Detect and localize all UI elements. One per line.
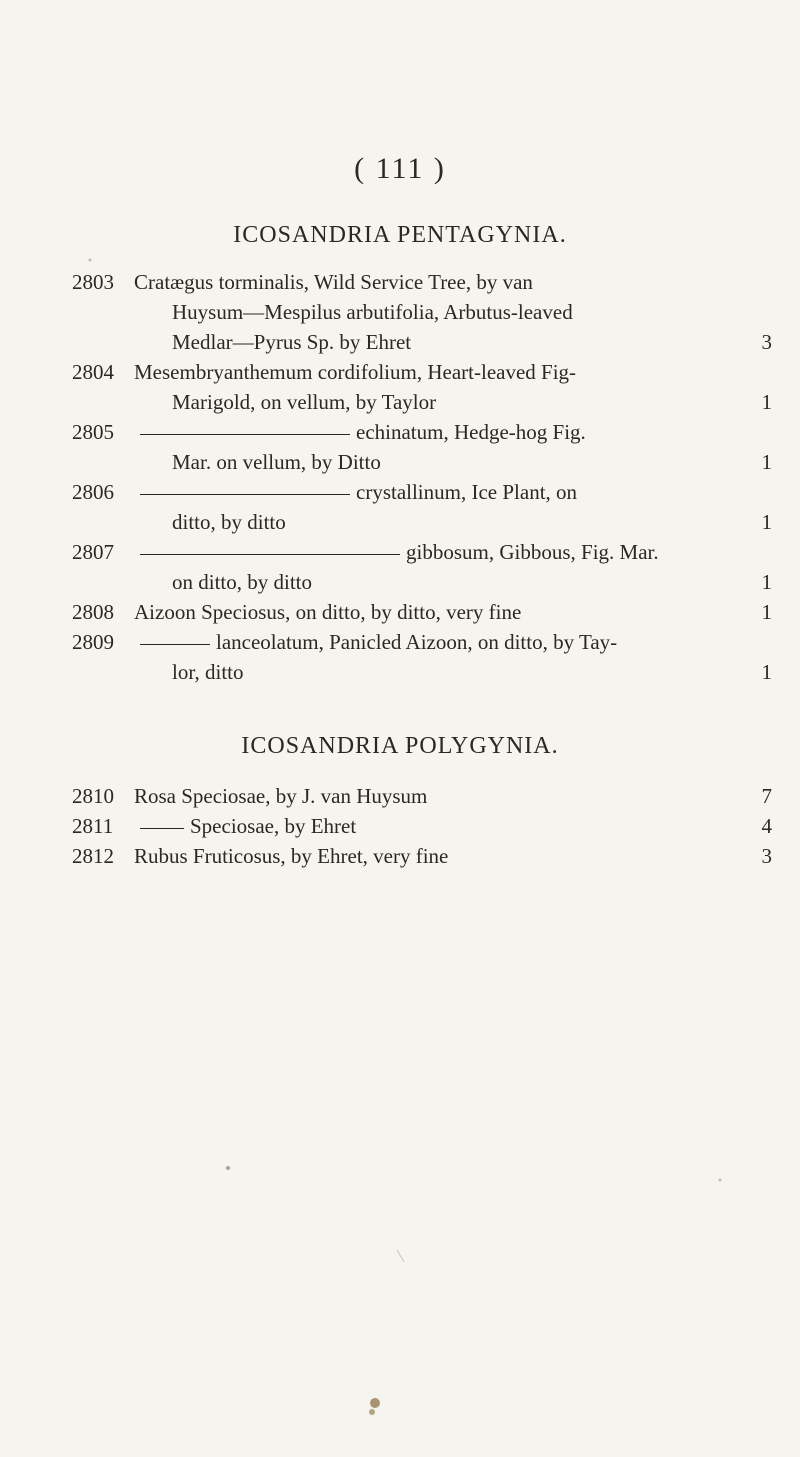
entry-line: lor, ditto: [172, 660, 244, 684]
entry-line: Mesembryanthemum cordifolium, Heart-leaved Fig-: [134, 360, 577, 384]
lot-number: 2803: [72, 270, 114, 294]
entry-line: lanceolatum, Panicled Aizoon, on ditto, by Tay-: [216, 630, 618, 654]
entry-line: Speciosae, by Ehret: [190, 814, 357, 838]
lot-number: 2812: [72, 844, 114, 868]
lot-price: 1: [761, 570, 772, 594]
entry-line: Huysum—Mespilus arbutifolia, Arbutus-leaved: [172, 300, 573, 324]
lot-price: 3: [761, 844, 772, 868]
lot-price: 1: [761, 450, 772, 474]
lot-number: 2810: [72, 784, 114, 808]
entry-line: Mar. on vellum, by Ditto: [172, 450, 381, 474]
section-heading-pentagynia: ICOSANDRIA PENTAGYNIA.: [233, 222, 567, 248]
section-heading-polygynia: ICOSANDRIA POLYGYNIA.: [241, 733, 559, 759]
entry-line: echinatum, Hedge-hog Fig.: [356, 420, 586, 444]
entry-line: on ditto, by ditto: [172, 570, 313, 594]
lot-number: 2808: [72, 600, 114, 624]
lot-price: 1: [761, 600, 772, 624]
entry-line: crystallinum, Ice Plant, on: [356, 480, 578, 504]
lot-price: 3: [761, 330, 772, 354]
lot-number: 2811: [72, 814, 114, 838]
entry-line: Cratægus torminalis, Wild Service Tree, by van: [134, 270, 533, 294]
lot-price: 1: [761, 390, 772, 414]
lot-number: 2806: [72, 480, 114, 504]
lot-price: 1: [761, 510, 772, 534]
lot-number: 2807: [72, 540, 114, 564]
lot-number: 2805: [72, 420, 114, 444]
lot-price: 4: [761, 814, 772, 838]
entry-line: Medlar—Pyrus Sp. by Ehret: [172, 330, 412, 354]
entry-line: Marigold, on vellum, by Taylor: [172, 390, 437, 414]
lot-price: 7: [761, 784, 772, 808]
entry-line: Rosa Speciosae, by J. van Huysum: [134, 784, 428, 808]
lot-number: 2809: [72, 630, 114, 654]
entry-line: gibbosum, Gibbous, Fig. Mar.: [406, 540, 659, 564]
entry-line: Aizoon Speciosus, on ditto, by ditto, very fine: [134, 600, 522, 624]
entry-line: Rubus Fruticosus, by Ehret, very fine: [134, 844, 449, 868]
lot-price: 1: [761, 660, 772, 684]
lot-number: 2804: [72, 360, 114, 384]
entry-line: ditto, by ditto: [172, 510, 286, 534]
page-number: ( 111 ): [354, 152, 446, 185]
